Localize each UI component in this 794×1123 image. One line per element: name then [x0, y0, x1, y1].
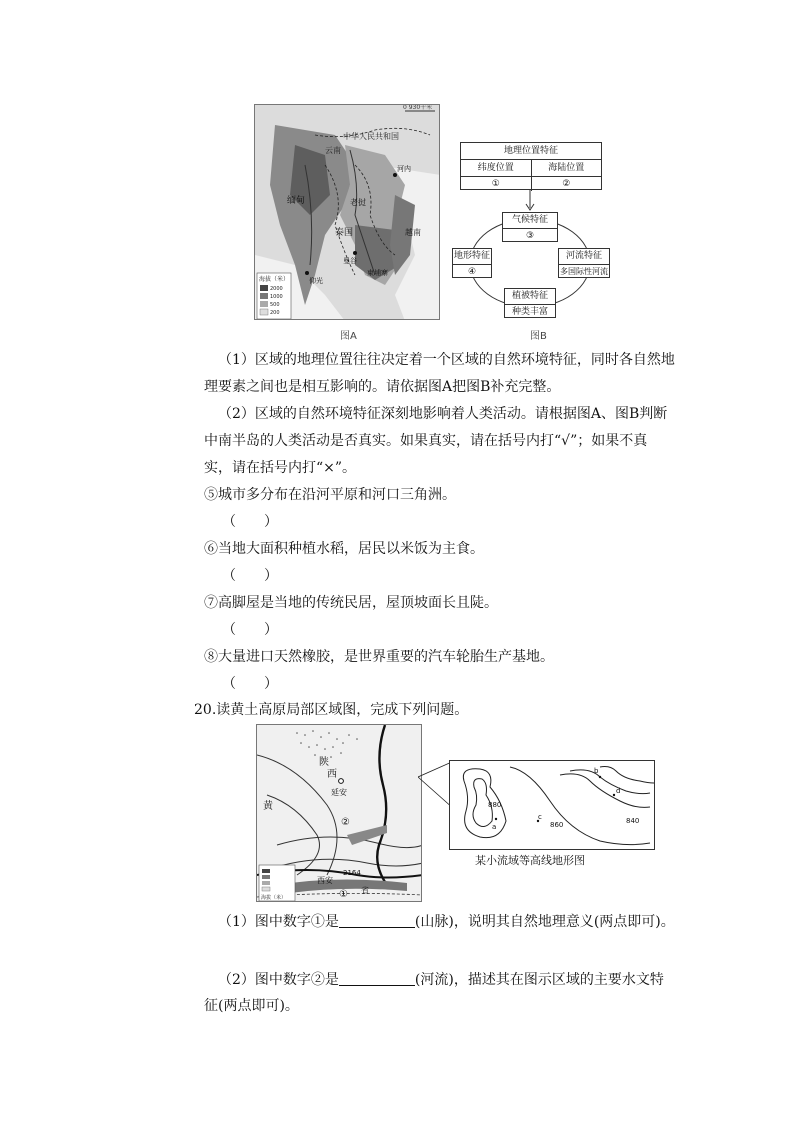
q19-part1-line1: （1）区域的地理位置往往决定着一个区域的自然环境特征，同时各自然地	[218, 352, 675, 368]
figure-a-caption: 图A	[340, 331, 357, 342]
q20-part2	[218, 970, 664, 990]
legend-value-1: 2000	[270, 286, 283, 292]
figure-b-diagram	[450, 138, 610, 322]
answer-paren-5[interactable]: （ ）	[222, 514, 278, 530]
q20-part2-blank[interactable]	[339, 971, 415, 986]
contour-point-a: a	[492, 823, 497, 831]
river-box	[558, 248, 610, 278]
contour-point-c: c	[538, 813, 542, 821]
contour-map	[449, 760, 655, 850]
label-yunnan: 云南	[325, 146, 341, 155]
bangkok-dot	[353, 251, 357, 255]
vegetation-box	[504, 288, 556, 318]
vegetation-label: 植被特征	[505, 289, 555, 305]
label-hanoi: 河内	[397, 165, 411, 173]
climate-box	[502, 212, 558, 242]
loess-plateau-map	[256, 724, 422, 902]
label-thailand: 泰国	[335, 228, 354, 238]
hanoi-dot	[393, 173, 397, 177]
contour-value-880: 880	[488, 801, 502, 809]
climate-label: 气候特征	[503, 213, 557, 229]
vegetation-value: 种类丰富	[511, 307, 548, 317]
q20-part2-pre: （2）图中数字②是	[218, 972, 339, 988]
answer-paren-8[interactable]: （ ）	[222, 676, 278, 692]
q19-part2-line1: （2）区域的自然环境特征深刻地影响着人类活动。请根据图A、图B判断	[218, 406, 668, 422]
blank-3: ③	[525, 231, 535, 241]
q20-part1-blank[interactable]	[339, 913, 415, 928]
legend-value-3: 500	[270, 302, 280, 308]
q20-part2-post: (河流)，描述其在图示区域的主要水文特	[414, 972, 664, 988]
label-yangon: 仰光	[309, 277, 323, 285]
terrain-label: 地形特征	[453, 249, 491, 265]
latitude-label: 纬度位置	[461, 160, 532, 176]
label-vietnam: 越南	[405, 228, 421, 237]
label-bangkok: 曼谷	[343, 257, 357, 265]
statement-6: ⑥当地大面积种植水稻，居民以米饭为主食。	[204, 541, 484, 557]
contour-map-drawing	[450, 761, 656, 851]
label-river-2: ②	[341, 817, 350, 828]
loess-map-drawing	[257, 725, 422, 902]
terrain-box	[452, 248, 492, 278]
scale-label: 0 930千米	[403, 105, 433, 111]
label-china: 中华人民共和国	[343, 132, 399, 141]
label-peak: 2164	[343, 869, 361, 877]
q19-part2-line2: 中南半岛的人类活动是否真实。如果真实，请在括号内打“√”；如果不真	[204, 433, 648, 449]
blank-2: ②	[562, 179, 571, 189]
statement-5: ⑤城市多分布在沿河平原和河口三角洲。	[204, 487, 456, 503]
label-sheng: 省	[361, 886, 369, 895]
contour-point-d: d	[616, 787, 621, 795]
legend-value-2: 1000	[270, 294, 283, 300]
answer-paren-7[interactable]: （ ）	[222, 622, 278, 638]
q20-part2-line2: 征(两点即可)。	[204, 998, 299, 1014]
river-value: 多国际性河流	[560, 267, 608, 276]
q20-stem: 20.读黄土高原局部区域图，完成下列问题。	[194, 702, 469, 718]
yangon-dot	[305, 271, 309, 275]
label-huang: 黄	[263, 801, 273, 812]
loess-legend-title: 海拔（米）	[261, 895, 287, 901]
label-shaan: 陕	[319, 757, 329, 768]
answer-paren-6[interactable]: （ ）	[222, 568, 278, 584]
geo-location-title: 地理位置特征	[461, 143, 601, 160]
contour-value-860: 860	[550, 821, 564, 829]
river-label: 河流特征	[559, 249, 609, 265]
sea-land-label: 海陆位置	[548, 163, 585, 173]
q20-part1-post: (山脉)，说明其自然地理意义(两点即可)。	[414, 914, 675, 930]
label-laos: 老挝	[350, 198, 366, 207]
label-myanmar: 缅甸	[287, 196, 306, 206]
figure-b-caption: 图B	[530, 331, 547, 342]
legend-value-4: 200	[270, 310, 280, 316]
legend-title: 海拔（米）	[259, 276, 290, 283]
q19-part2-line3: 实，请在括号内打“×”。	[204, 460, 357, 476]
label-xi: 西	[327, 769, 337, 780]
statement-8: ⑧大量进口天然橡胶，是世界重要的汽车轮胎生产基地。	[204, 649, 554, 665]
contour-point-b: b	[594, 767, 599, 775]
label-yanan: 延安	[331, 788, 347, 797]
geo-location-box	[460, 142, 602, 190]
label-mountain-1: ①	[339, 889, 348, 900]
q20-part1	[218, 912, 675, 932]
figure-a-map	[254, 104, 440, 320]
blank-1: ①	[461, 177, 532, 191]
q20-part1-pre: （1）图中数字①是	[218, 914, 339, 930]
contour-value-840: 840	[626, 817, 640, 825]
label-xian: 西安	[317, 876, 333, 885]
figure-a-map-drawing	[255, 105, 440, 320]
contour-map-caption: 某小流域等高线地形图	[475, 854, 585, 867]
q19-part1-line2: 理要素之间也是相互影响的。请依据图A把图B补充完整。	[204, 379, 561, 395]
blank-4: ④	[467, 267, 477, 277]
statement-7: ⑦高脚屋是当地的传统民居，屋顶坡面长且陡。	[204, 595, 498, 611]
label-cambodia: 柬埔寨	[367, 269, 388, 277]
